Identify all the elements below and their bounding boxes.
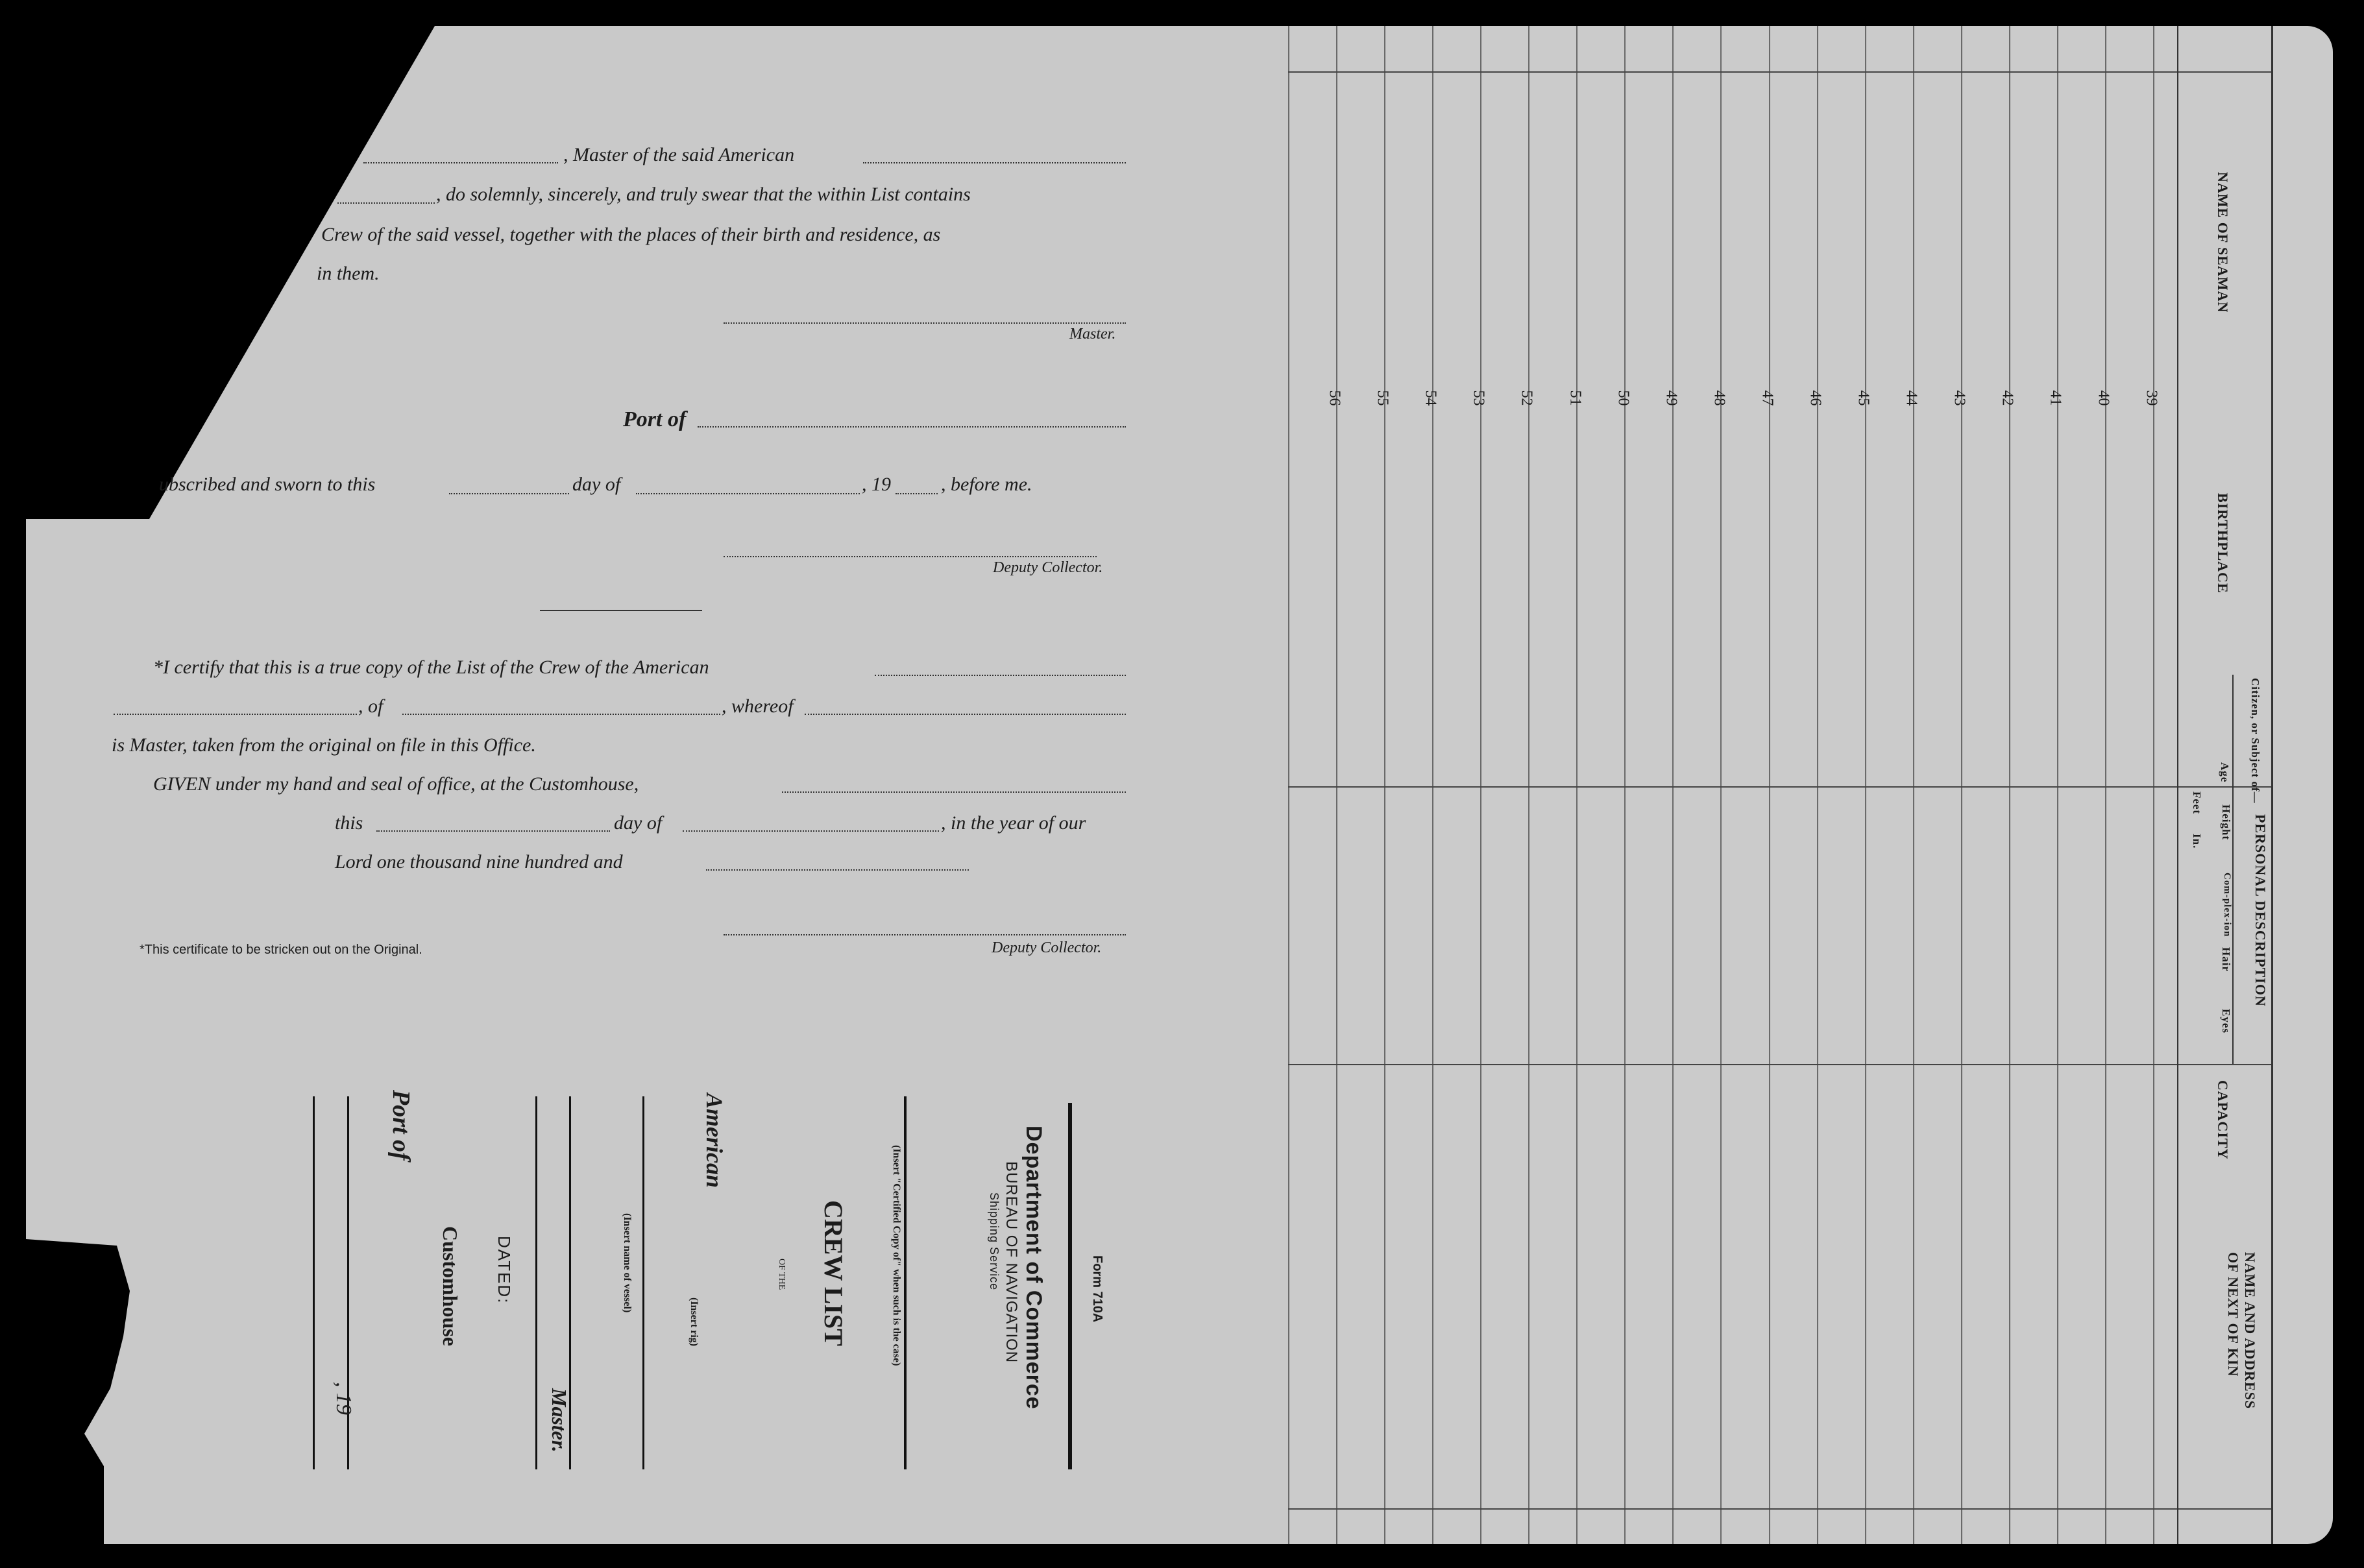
row-number: 56 <box>1326 390 1343 406</box>
row-number: 51 <box>1566 390 1583 406</box>
row-number: 43 <box>1951 390 1968 406</box>
subscribed-before-me: , before me. <box>941 474 1032 495</box>
cert-line-5-day-of: day of <box>614 812 663 834</box>
oath-line-3: Crew of the said vessel, together with the places of their birth and residence, as <box>321 224 941 245</box>
header-age: Age <box>2219 762 2231 783</box>
year-cover: , 19 <box>332 1382 356 1415</box>
insert-certified-note: (Insert "Certified Copy of" when such is the case) <box>891 1145 902 1366</box>
oath-line-2: , do solemnly, sincerely, and truly swear that the within List contains <box>436 184 971 205</box>
cert-line-5-this: this <box>335 812 363 834</box>
row-rule <box>1913 26 1914 1544</box>
crew-table-page <box>1288 26 2333 1544</box>
header-height: Height <box>2220 804 2232 841</box>
cert-line-2-of: , of <box>358 695 384 717</box>
row-number: 52 <box>1518 390 1535 406</box>
row-number: 42 <box>1999 390 2016 406</box>
dated-label: DATED: <box>494 1236 514 1305</box>
cert-line-3: is Master, taken from the original on file in this Office. <box>112 734 536 756</box>
row-number: 39 <box>2143 390 2160 406</box>
header-birthplace: BIRTHPLACE <box>2215 493 2231 594</box>
insert-rig-note: (Insert rig) <box>688 1297 700 1347</box>
row-rule <box>1624 26 1626 1544</box>
row-rule <box>1528 26 1529 1544</box>
row-number: 41 <box>2047 390 2064 406</box>
row-rule <box>1576 26 1578 1544</box>
header-hair: Hair <box>2220 947 2232 972</box>
header-eyes: Eyes <box>2220 1009 2232 1033</box>
subscribed-text: ubscribed and sworn to this <box>159 474 376 495</box>
header-citizen: Citizen, or Subject of— <box>2249 678 2261 804</box>
cert-line-2-whereof: , whereof <box>722 695 794 717</box>
service-title: Shipping Service <box>988 1192 1001 1291</box>
cert-line-4: GIVEN under my hand and seal of office, at the Customhouse, <box>153 773 639 795</box>
row-number: 50 <box>1615 390 1632 406</box>
row-rule <box>1480 26 1481 1544</box>
row-number: 44 <box>1903 390 1920 406</box>
row-number: 48 <box>1711 390 1728 406</box>
subscribed-year: , 19 <box>862 474 891 495</box>
section-divider <box>540 610 702 611</box>
master-signature-label: Master. <box>1069 326 1116 343</box>
row-number: 54 <box>1422 390 1439 406</box>
row-number: 49 <box>1663 390 1680 406</box>
row-number: 40 <box>2095 390 2112 406</box>
cert-line-6: Lord one thousand nine hundred and <box>335 851 623 873</box>
header-next-of-kin: NAME AND ADDRESS OF NEXT OF KIN <box>2225 1252 2258 1410</box>
row-rule <box>2057 26 2058 1544</box>
header-complexion: Com-plex-ion <box>2222 873 2232 937</box>
header-capacity: CAPACITY <box>2215 1080 2231 1160</box>
header-personal-description: PERSONAL DESCRIPTION <box>2252 814 2269 1007</box>
port-of-cover: Port of <box>387 1090 415 1161</box>
crew-list-title: CREW LIST <box>819 1200 848 1346</box>
deputy-collector-label: Deputy Collector. <box>993 559 1103 576</box>
row-rule <box>1961 26 1962 1544</box>
header-name-of-seaman: NAME OF SEAMAN <box>2215 172 2231 313</box>
deputy-collector-label-2: Deputy Collector. <box>992 939 1102 956</box>
row-number: 47 <box>1759 390 1776 406</box>
master-label-cover: Master. <box>548 1388 571 1453</box>
row-number: 55 <box>1374 390 1391 406</box>
subscribed-day-of: day of <box>572 474 621 495</box>
row-rule <box>1865 26 1866 1544</box>
insert-vessel-note: (Insert name of vessel) <box>622 1213 633 1313</box>
customhouse-label: Customhouse <box>439 1226 462 1346</box>
of-the: OF THE <box>777 1259 786 1290</box>
row-rule <box>1720 26 1722 1544</box>
row-number: 53 <box>1470 390 1487 406</box>
certificate-footnote: *This certificate to be stricken out on the Original. <box>140 943 422 957</box>
row-rule <box>2009 26 2010 1544</box>
bureau-title: BUREAU OF NAVIGATION <box>1003 1161 1020 1364</box>
american-label: American <box>701 1093 727 1188</box>
row-rule <box>1384 26 1385 1544</box>
row-rule <box>1769 26 1770 1544</box>
header-feet: Feet <box>2191 791 2203 815</box>
oath-line-4: in them. <box>317 263 380 284</box>
row-rule <box>1432 26 1433 1544</box>
form-number: Form 710A <box>1090 1255 1104 1323</box>
department-title: Department of Commerce <box>1021 1126 1046 1410</box>
row-rule <box>1817 26 1818 1544</box>
row-number: 46 <box>1807 390 1824 406</box>
row-number: 45 <box>1855 390 1872 406</box>
row-rule <box>2153 26 2154 1544</box>
header-inches: In. <box>2191 834 2203 849</box>
row-rule <box>1336 26 1337 1544</box>
row-rule <box>1672 26 1674 1544</box>
oath-line-1: , Master of the said American <box>563 144 795 165</box>
row-rule <box>1288 26 1289 1544</box>
oath-port-label: Port of <box>623 407 687 431</box>
row-rule <box>2105 26 2106 1544</box>
cert-line-5-year: , in the year of our <box>941 812 1086 834</box>
cert-line-1: *I certify that this is a true copy of the List of the Crew of the American <box>153 657 709 678</box>
